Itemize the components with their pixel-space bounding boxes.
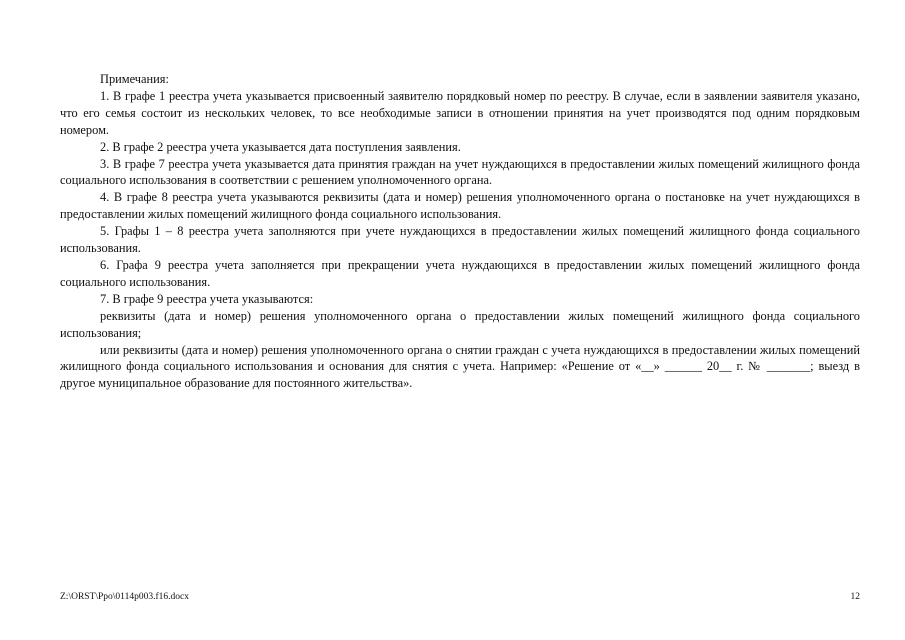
note-item-5: 5. Графы 1 – 8 реестра учета заполняются при учете нуждающихся в предоставлении жилых помещений жилищного фонда социального использования. xyxy=(60,224,860,256)
note-item-7-option-2: или реквизиты (дата и номер) решения уполномоченного органа о снятии граждан с учета нуждающихся в предоставлении жилых помещений жилищного фонда социального использования и основания для снятия с учета. Например: «Решение от «__» ______ 20__ г. № _______; выезд в другое муниципальное образование для постоянного жительства». xyxy=(60,342,860,391)
note-item-6: 6. Графа 9 реестра учета заполняется при прекращении учета нуждающихся в предоставлении жилых помещений жилищного фонда социального использования. xyxy=(60,257,860,289)
note-item-4: 4. В графе 8 реестра учета указываются реквизиты (дата и номер) решения уполномоченного органа о постановке на учет нуждающихся в предоставлении жилых помещений жилищного фонда социального использования. xyxy=(60,190,860,222)
note-item-7-option-1: реквизиты (дата и номер) решения уполномоченного органа о предоставлении жилых помещений жилищного фонда социального использования; xyxy=(60,308,860,340)
note-item-2: 2. В графе 2 реестра учета указывается дата поступления заявления. xyxy=(100,139,461,154)
note-item-7: 7. В графе 9 реестра учета указываются: xyxy=(100,291,314,306)
footer-page-number: 12 xyxy=(850,592,860,602)
note-item-3: 3. В графе 7 реестра учета указывается дата принятия граждан на учет нуждающихся в предоставлении жилых помещений жилищного фонда социального использования в соответствии с решением уполномоченного органа. xyxy=(60,156,860,188)
footer-file-path: Z:\ORST\Ppo\0114p003.f16.docx xyxy=(60,592,189,602)
note-item-1: 1. В графе 1 реестра учета указывается присвоенный заявителю порядковый номер по реестру. В случае, если в заявлении заявителя указано, что его семья состоит из нескольких человек, то все необходимые записи в отношении принятия на учет производятся под одним порядковым номером. xyxy=(60,88,860,137)
notes-heading: Примечания: xyxy=(100,72,169,86)
notes-section xyxy=(60,71,860,392)
